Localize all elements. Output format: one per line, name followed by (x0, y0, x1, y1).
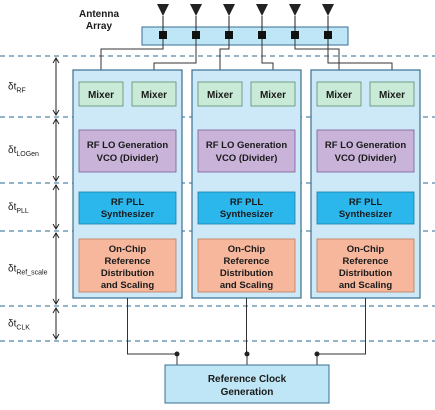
delay-symbol: δt (8, 202, 17, 213)
reference-distribution-label: and Scaling (219, 280, 274, 291)
antenna-element-icon (190, 4, 202, 16)
delay-label (8, 319, 30, 332)
mixer-label: Mixer (87, 90, 115, 101)
delay-label (8, 82, 26, 95)
clock-wire (128, 298, 178, 365)
junction-dot (315, 352, 320, 357)
channel-3 (311, 70, 420, 298)
junction-dot (245, 352, 250, 357)
lo-generation-label: RF LO Generation (205, 140, 288, 151)
junction-dot (175, 352, 180, 357)
delay-subscript: CLK (16, 324, 30, 332)
lo-generation-label: VCO (Divider) (96, 153, 159, 164)
channels (73, 70, 420, 298)
pll-label: RF PLL (229, 197, 264, 208)
reference-distribution-label: and Scaling (100, 280, 155, 291)
reference-distribution-label: Reference (342, 256, 389, 267)
clock-wire (317, 298, 366, 365)
delay-symbol: δt (8, 81, 17, 93)
antenna-element-icon (157, 4, 169, 16)
pll-label: RF PLL (348, 197, 383, 208)
delay-annotations (8, 58, 59, 339)
antenna-element-icon (289, 4, 301, 16)
mixer-label: Mixer (378, 90, 406, 101)
reference-distribution-label: and Scaling (338, 280, 393, 291)
antenna-element-icon (322, 4, 334, 16)
mixer-label: Mixer (140, 90, 168, 101)
antenna-port (291, 31, 299, 39)
delay-label (8, 264, 48, 277)
antenna-array-label-line1: Antenna (79, 9, 119, 20)
lo-generation-label: VCO (Divider) (215, 153, 278, 164)
mixer-label: Mixer (325, 90, 353, 101)
delay-label (8, 202, 29, 215)
delay-subscript: RF (16, 87, 26, 95)
delay-symbol: δt (8, 145, 17, 156)
lo-generation-block (79, 130, 176, 172)
antenna-array-bar (142, 27, 348, 45)
antenna-array-label-line2: Array (85, 21, 113, 32)
delay-symbol: δt (8, 263, 17, 275)
lo-generation-block (198, 130, 295, 172)
antenna-port (192, 31, 200, 39)
antenna-port (324, 31, 332, 39)
reference-clock-label-line1: Reference Clock (207, 374, 287, 385)
reference-distribution-label: Reference (104, 256, 151, 267)
delay-label (8, 145, 39, 158)
mixer-label: Mixer (206, 90, 234, 101)
antenna-port (258, 31, 266, 39)
channel-1 (73, 70, 182, 298)
antenna-port (225, 31, 233, 39)
reference-distribution-label: Distribution (100, 268, 155, 279)
pll-label: Synthesizer (219, 209, 274, 220)
delay-symbol: δt (8, 318, 17, 330)
delay-subscript: LOGen (16, 151, 39, 158)
reference-clock-wires (128, 298, 366, 365)
reference-distribution-label: Reference (223, 256, 270, 267)
lo-generation-label: RF LO Generation (324, 140, 407, 151)
reference-distribution-label: On-Chip (108, 244, 147, 255)
lo-generation-label: RF LO Generation (86, 140, 169, 151)
reference-clock-label-line2: Generation (220, 387, 274, 398)
antenna-port (159, 31, 167, 39)
lo-generation-label: VCO (Divider) (334, 153, 397, 164)
reference-distribution-label: Distribution (219, 268, 274, 279)
antenna-element-icon (223, 4, 235, 16)
channel-2 (192, 70, 301, 298)
antenna-element-icon (256, 4, 268, 16)
mixer-label: Mixer (259, 90, 287, 101)
pll-label: RF PLL (110, 197, 145, 208)
reference-distribution-label: On-Chip (227, 244, 266, 255)
pll-label: Synthesizer (100, 209, 155, 220)
reference-distribution-label: On-Chip (346, 244, 385, 255)
lo-generation-block (317, 130, 414, 172)
pll-label: Synthesizer (338, 209, 393, 220)
delay-subscript: Ref_scale (16, 269, 48, 277)
reference-distribution-label: Distribution (338, 268, 393, 279)
delay-subscript: PLL (16, 208, 29, 215)
